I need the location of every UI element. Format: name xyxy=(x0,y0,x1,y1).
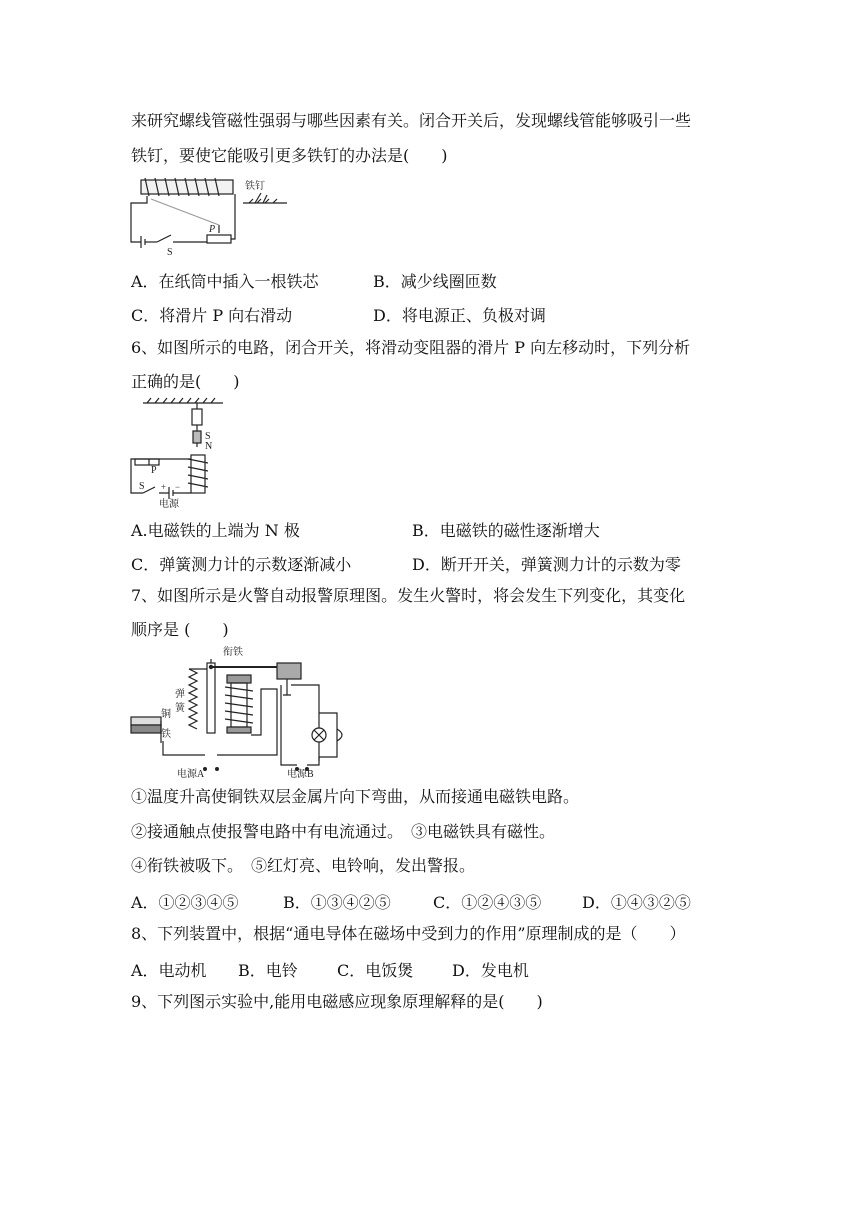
q6-label-magnet-n: N xyxy=(205,441,213,452)
q7-label-power-a: 电源A xyxy=(177,769,205,779)
q7-figure-fire-alarm-circuit xyxy=(127,645,357,779)
q7-label-spring-2: 簧 xyxy=(175,703,185,714)
q7-option-c: C．①②④③⑤ xyxy=(433,893,542,912)
q8-option-b: B．电铃 xyxy=(238,961,298,980)
q6-figure-electromagnet-circuit xyxy=(125,397,225,509)
q6-option-d: D．断开开关，弹簧测力计的示数为零 xyxy=(412,555,681,574)
q5-option-b: B．减少线圈匝数 xyxy=(373,272,497,291)
q6-option-a: A.电磁铁的上端为 N 极 xyxy=(131,521,300,540)
q5-stem-line2: 铁钉，要使它能吸引更多铁钉的办法是( ) xyxy=(131,146,448,165)
q7-stem-line1: 7、如图所示是火警自动报警原理图。发生火警时，将会发生下列变化，其变化 xyxy=(131,586,686,605)
q5-label-slider: P xyxy=(209,224,216,235)
q6-label-plus: + xyxy=(161,482,167,492)
q9-stem: 9、下列图示实验中,能用电磁感应现象原理解释的是( ) xyxy=(131,992,543,1011)
q7-label-power-b: 电源B xyxy=(287,769,314,779)
q7-label-iron: 铁 xyxy=(161,729,171,740)
q7-option-a: A．①②③④⑤ xyxy=(131,893,239,912)
q8-stem: 8、下列装置中，根据“通电导体在磁场中受到力的作用”原理制成的是（ ） xyxy=(131,924,686,943)
q7-option-b: B．①③④②⑤ xyxy=(283,893,391,912)
q6-option-b: B．电磁铁的磁性逐渐增大 xyxy=(412,521,600,540)
q7-label-armature: 衔铁 xyxy=(223,647,243,658)
q6-label-switch: S xyxy=(139,481,145,492)
q7-stem-line2: 顺序是 ( ) xyxy=(131,620,229,639)
q7-label-copper: 铜 xyxy=(161,709,171,720)
q7-option-d: D．①④③②⑤ xyxy=(582,893,691,912)
q8-option-d: D．发电机 xyxy=(452,961,529,980)
q6-label-slider: P xyxy=(151,465,157,476)
q7-step-2-3: ②接通触点使报警电路中有电流通过。 ③电磁铁具有磁性。 xyxy=(131,822,556,841)
q7-step-4-5: ④衔铁被吸下。 ⑤红灯亮、电铃响，发出警报。 xyxy=(131,856,476,875)
q5-option-a: A．在纸筒中插入一根铁芯 xyxy=(131,272,319,291)
q8-option-c: C．电饭煲 xyxy=(337,961,414,980)
q8-option-a: A．电动机 xyxy=(131,961,207,980)
q6-label-power: 电源 xyxy=(159,499,179,509)
q6-option-c: C．弹簧测力计的示数逐渐减小 xyxy=(131,555,352,574)
q6-stem-line2: 正确的是( ) xyxy=(131,372,240,391)
q7-label-spring-1: 弹 xyxy=(175,689,185,700)
q6-stem-line1: 6、如图所示的电路，闭合开关，将滑动变阻器的滑片 P 向左移动时，下列分析 xyxy=(131,338,691,357)
q5-figure-solenoid-circuit xyxy=(127,175,287,257)
q5-label-nails: 铁钉 xyxy=(245,181,265,192)
q7-step-1: ①温度升高使铜铁双层金属片向下弯曲，从而接通电磁铁电路。 xyxy=(131,787,580,806)
q5-stem-line1: 来研究螺线管磁性强弱与哪些因素有关。闭合开关后，发现螺线管能够吸引一些 xyxy=(131,111,692,130)
q5-option-c: C．将滑片 P 向右滑动 xyxy=(131,306,293,325)
q6-label-magnet-s: S xyxy=(205,431,211,442)
q5-label-switch: S xyxy=(167,247,173,257)
q5-option-d: D．将电源正、负极对调 xyxy=(373,306,546,325)
q6-label-minus: − xyxy=(175,482,181,492)
